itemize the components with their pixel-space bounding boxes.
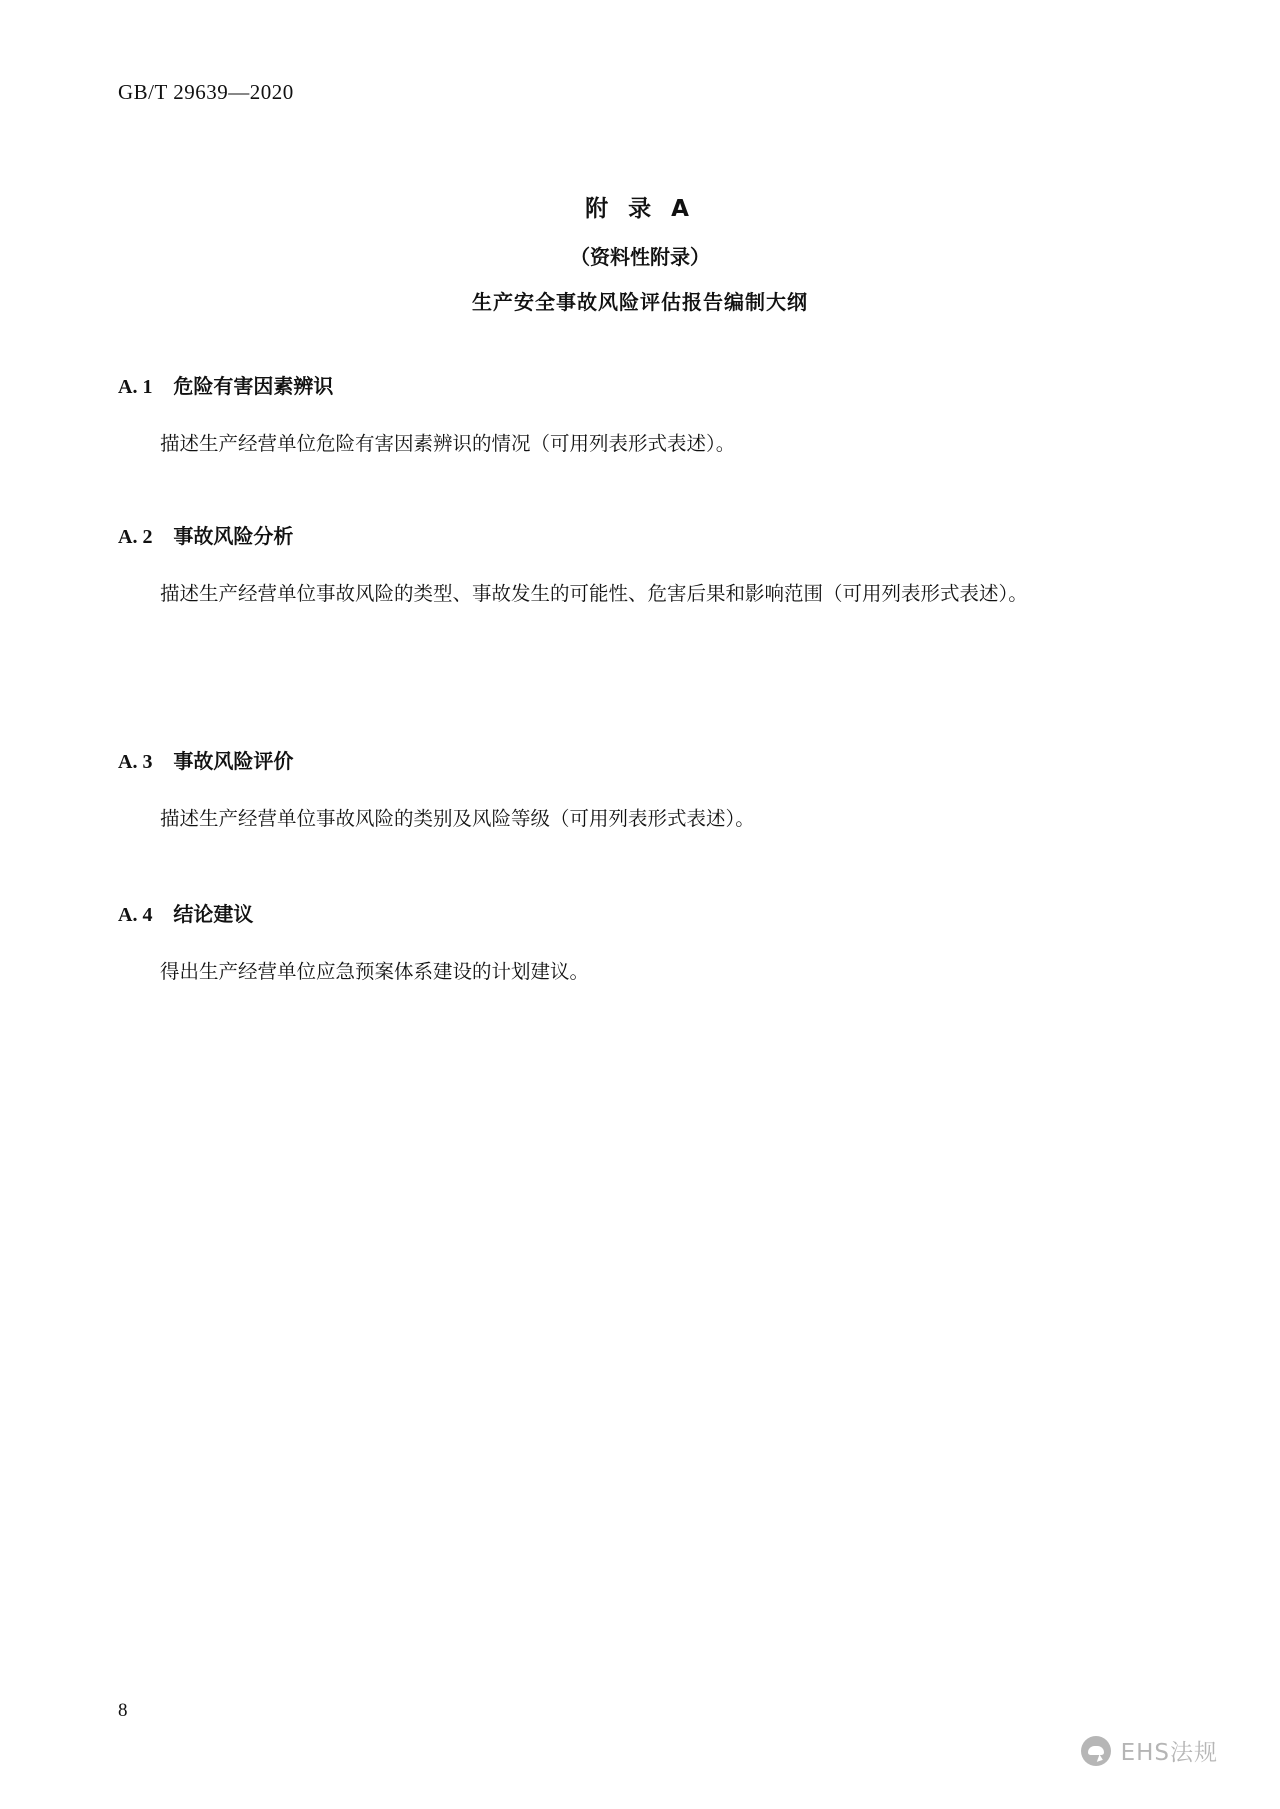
section-a4-title: 结论建议 — [173, 902, 254, 926]
section-a4 — [118, 898, 1168, 995]
section-a2-title: 事故风险分析 — [173, 524, 294, 548]
appendix-subject: 生产安全事故风险评估报告编制大纲 — [472, 290, 808, 314]
section-a2-body: 描述生产经营单位事故风险的类型、事故发生的可能性、危害后果和影响范围（可用列表形式表述）。 — [160, 582, 1028, 605]
section-a1-body: 描述生产经营单位危险有害因素辨识的情况（可用列表形式表述）。 — [160, 432, 736, 455]
standard-code-header: GB/T 29639—2020 — [118, 80, 294, 104]
section-a2 — [118, 520, 1168, 617]
section-a4-heading — [118, 898, 1168, 927]
appendix-type: （资料性附录） — [570, 245, 710, 269]
section-a3-title: 事故风险评价 — [173, 749, 294, 773]
section-a1-heading — [118, 370, 1168, 399]
section-a3-number: A. 3 — [118, 751, 153, 773]
section-a2-heading — [118, 520, 1168, 549]
section-a3 — [118, 745, 1168, 842]
wechat-logo-icon — [1081, 1736, 1111, 1766]
section-a3-heading — [118, 745, 1168, 774]
section-a4-number: A. 4 — [118, 904, 153, 926]
section-a4-body: 得出生产经营单位应急预案体系建设的计划建议。 — [160, 960, 590, 983]
watermark — [1081, 1734, 1218, 1767]
watermark-label: EHS法规 — [1120, 1740, 1218, 1766]
section-a1-number: A. 1 — [118, 376, 153, 398]
section-a3-body: 描述生产经营单位事故风险的类别及风险等级（可用列表形式表述）。 — [160, 807, 755, 830]
section-a1 — [118, 370, 1168, 467]
section-a1-title: 危险有害因素辨识 — [173, 374, 334, 398]
appendix-title: 附 录 A — [585, 196, 695, 222]
page-number: 8 — [118, 1700, 128, 1721]
appendix-title-block — [0, 190, 1280, 315]
section-a2-number: A. 2 — [118, 526, 153, 548]
